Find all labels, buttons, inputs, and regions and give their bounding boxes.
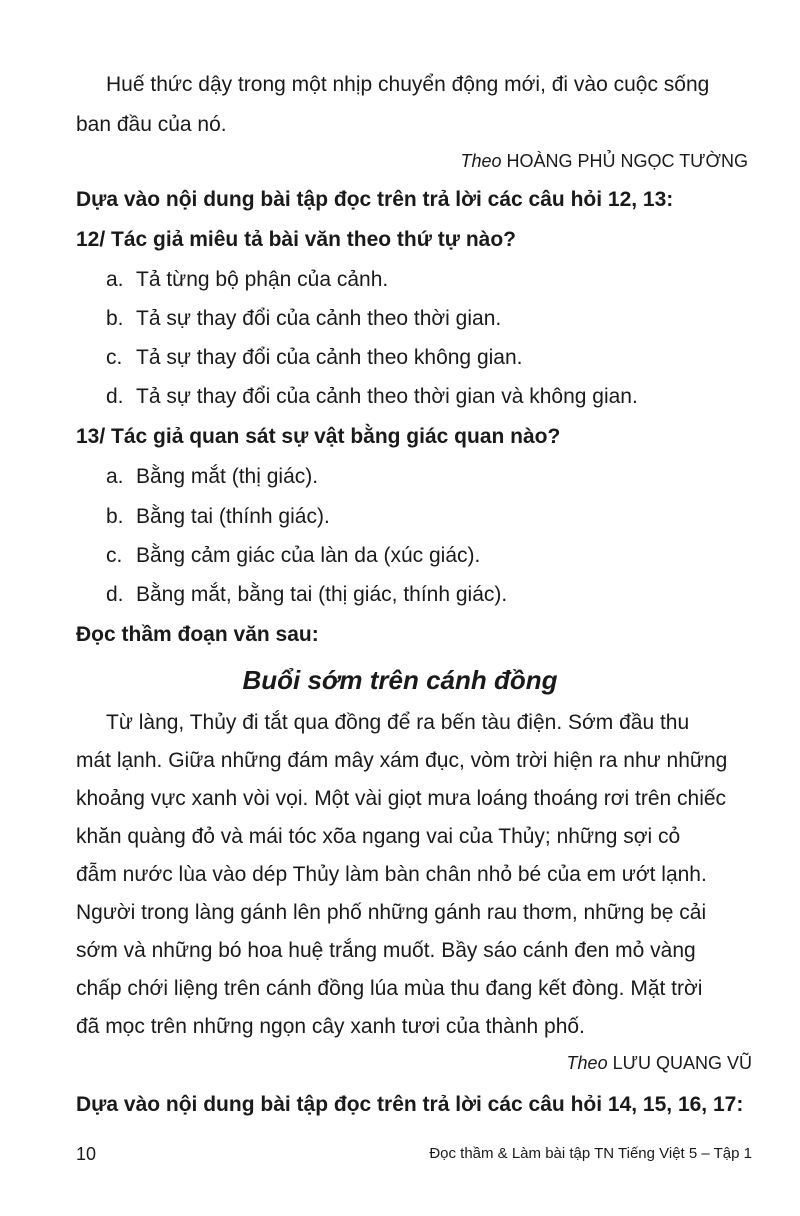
option-letter: b. [106,505,124,528]
source-author: HOÀNG PHỦ NGỌC TƯỜNG [506,151,748,171]
story-line-4: khăn quàng đỏ và mái tóc xõa ngang vai của Thủy; những sợi cỏ [76,825,681,848]
source-attribution-2 [567,1052,752,1074]
question-13-option-a [106,464,318,490]
question-13-option-b [106,504,330,530]
question-12-option-a [106,267,388,293]
story-line-3: khoảng vực xanh vòi vọi. Một vài giọt mưa loáng thoáng rơi trên chiếc [76,787,727,810]
intro-line-2: ban đầu của nó. [76,113,227,136]
option-letter: b. [106,307,124,330]
option-letter: c. [106,544,123,567]
question-12-option-d [106,384,638,410]
option-text: Tả từng bộ phận của cảnh. [136,268,389,291]
story-title: Buổi sớm trên cánh đồng [242,665,558,695]
story-line-2: mát lạnh. Giữa những đám mây xám đục, vòm trời hiện ra như những [76,749,728,772]
story-line-5: đẫm nước lùa vào dép Thủy làm bàn chân nhỏ bé của em ướt lạnh. [76,863,707,886]
story-line-9: đã mọc trên những ngọn cây xanh tươi của thành phố. [76,1015,585,1038]
question-13: 13/ Tác giả quan sát sự vật bằng giác quan nào? [76,425,561,448]
question-12: 12/ Tác giả miêu tả bài văn theo thứ tự nào? [76,228,516,251]
option-letter: d. [106,583,124,606]
book-title-footer: Đọc thầm & Làm bài tập TN Tiếng Việt 5 – Tập 1 [429,1145,752,1162]
option-letter: d. [106,385,124,408]
question-13-option-c [106,543,480,569]
story-line-8: chấp chới liệng trên cánh đồng lúa mùa thu đang kết đòng. Mặt trời [76,977,703,1000]
question-13-option-d [106,582,507,608]
instruction-questions-14-17: Dựa vào nội dung bài tập đọc trên trả lời các câu hỏi 14, 15, 16, 17: [76,1093,744,1116]
source-attribution-1 [460,150,748,172]
option-text: Bằng tai (thính giác). [136,505,330,528]
option-text: Tả sự thay đổi của cảnh theo thời gian và không gian. [136,385,638,408]
option-text: Tả sự thay đổi của cảnh theo thời gian. [136,307,502,330]
option-text: Tả sự thay đổi của cảnh theo không gian. [136,346,523,369]
source-prefix: Theo [460,151,502,171]
option-text: Bằng cảm giác của làn da (xúc giác). [136,544,481,567]
story-line-1: Từ làng, Thủy đi tắt qua đồng để ra bến tàu điện. Sớm đầu thu [106,711,690,734]
question-12-option-c [106,345,522,371]
page-number: 10 [76,1144,97,1164]
option-letter: a. [106,465,124,488]
instruction-questions-12-13: Dựa vào nội dung bài tập đọc trên trả lời các câu hỏi 12, 13: [76,188,674,211]
option-text: Bằng mắt, bằng tai (thị giác, thính giác). [136,583,508,606]
intro-line-1: Huế thức dậy trong một nhịp chuyển động mới, đi vào cuộc sống [106,73,710,96]
option-text: Bằng mắt (thị giác). [136,465,319,488]
story-line-6: Người trong làng gánh lên phố những gánh rau thơm, những bẹ cải [76,901,707,924]
option-letter: a. [106,268,124,291]
reading-heading: Đọc thầm đoạn văn sau: [76,623,319,646]
source-author: LƯU QUANG VŨ [612,1053,752,1073]
source-prefix: Theo [566,1053,608,1073]
question-12-option-b [106,306,501,332]
option-letter: c. [106,346,123,369]
story-line-7: sớm và những bó hoa huệ trắng muốt. Bầy sáo cánh đen mỏ vàng [76,939,696,962]
